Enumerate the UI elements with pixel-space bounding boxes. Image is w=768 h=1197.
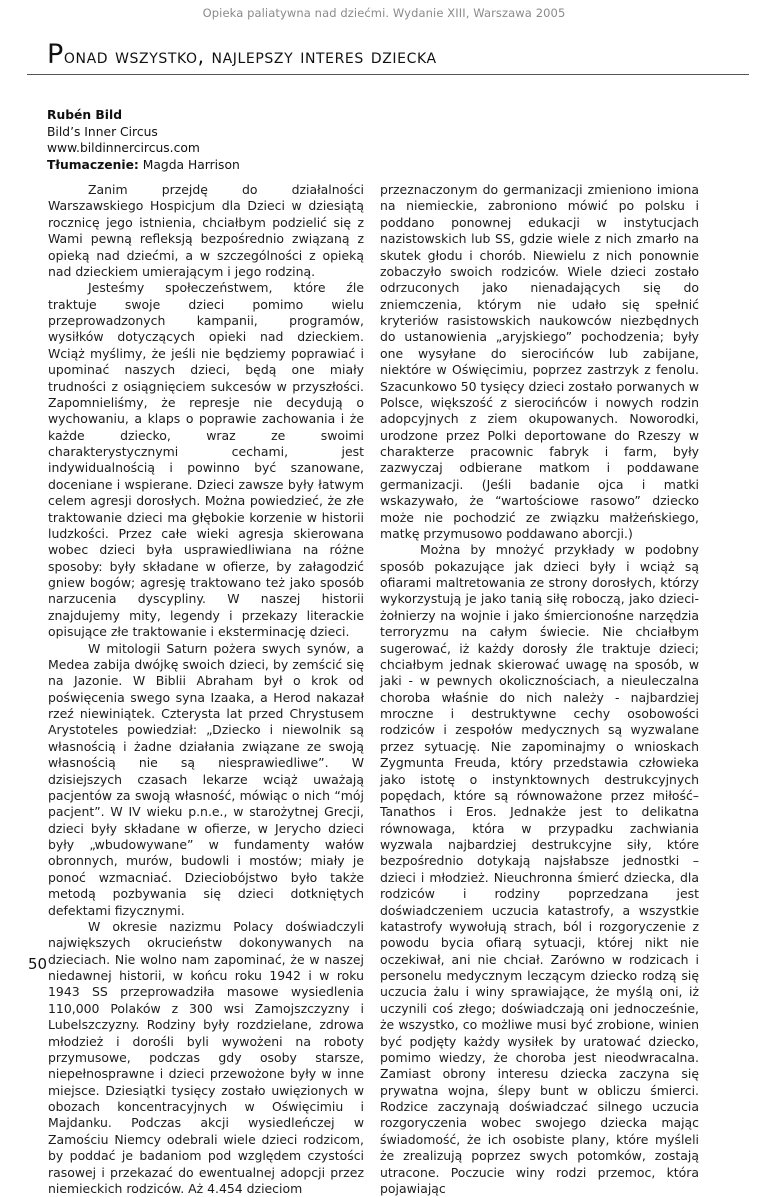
- title-initial: P: [47, 39, 64, 70]
- paragraph: przeznaczonym do germanizacji zmieniono imiona na niemieckie, zabroniono mówić po polsku i poddano ponownej edukacji w instytucjach nazistowskich lub SS, gdzie wiele z nich zmarło na skutek głodu i chorób. Niewielu z nich ponownie zobaczyło swoich rodziców. Wiele dzieci zostało odrzuconych jako nienadających się do zniemczenia, którym nie udało się spełnić kryteriów rasistowskich naukowców niezbędnych do ustanowienia „aryjskiego” pochodzenia; były one wysyłane do sierocińców lub zabijane, niektóre w Oświęcimiu, poprzez zastrzyk z fenolu. Szacunkowo 50 tysięcy dzieci zostało porwanych w Polsce, większość z sierocińców i nowych rodzin adopcyjnych z ziem okupowanych. Noworodki, urodzone przez Polki deportowane do Rzeszy w charakterze pracownic fabryk i farm, były zazwyczaj odbierane matkom i poddawane germanizacji. (Jeśli badanie ojca i matki wskazywało, że “wartościowe rasowo” dziecko może nie pochodzić ze związku małżeńskiego, matkę przymusowo poddawano aborcji.): [380, 182, 700, 541]
- body-column-left: [48, 182, 364, 1197]
- paragraph: W mitologii Saturn pożera swych synów, a Medea zabija dwójkę swoich dzieci, by zemścić się na Jazonie. W Biblii Abraham był o krok od poświęcenia swego syna Izaaka, a Herod nakazał rzeź niewiniątek. Czterysta lat przed Chrystusem Arystoteles powiedział: „Dziecko i niewolnik są własnością i żadne działania związane ze swoją własnością nie są niesprawiedliwe”. W dzisiejszych czasach lekarze wciąż uważają pacjentów za swoją własność, mówiąc o nich “mój pacjent”. W IV wieku p.n.e., w starożytnej Grecji, dzieci były składane w ofierze, w Jerycho dzieci były „wbudowywane” w fundamenty wałów obronnych, murów, budowli i mostów; miały je ponoć wzmacniać. Dzieciobójstwo było także metodą pozbywania się dzieci dotkniętych defektami fizycznymi.: [48, 640, 364, 918]
- author-website: www.bildinnercircus.com: [47, 141, 200, 155]
- author-name: Rubén Bild: [47, 108, 123, 122]
- title-rest: onad wszystko, najlepszy interes dziecka: [63, 44, 437, 68]
- body-column-right: [380, 182, 699, 1197]
- paragraph: W okresie nazizmu Polacy doświadczyli największych okrucieństw dokonywanych na dzieciach. Nie wolno nam zapominać, że w naszej niedawnej historii, w końcu roku 1942 i w roku 1943 SS przeprowadziła masowe wysiedlenia 110,000 Polaków z 300 wsi Zamojszczyzny i Lubelszczyzny. Rodziny były rozdzielane, zdrowa młodzież i dorośli byli wywożeni na roboty przymusowe, podczas gdy osoby starsze, niepełnosprawne i dzieci przewożone były w inne miejsce. Dziesiątki tysięcy zostało uwięzionych w obozach koncentracyjnych w Oświęcimiu i Majdanku. Podczas akcji wysiedleńczej w Zamościu Niemcy odebrali wiele dzieci rodzicom, by poddać je badaniom pod względem czystości rasowej i przekazać do ewentualnej adopcji przez niemieckich rodziców. Aż 4.454 dzieciom: [48, 918, 364, 1196]
- article-title: [47, 40, 747, 71]
- translation-credit: [47, 157, 240, 174]
- running-header: Opieka paliatywna nad dziećmi. Wydanie XIII, Warszawa 2005: [202, 6, 566, 20]
- paragraph: Można by mnożyć przykłady w podobny sposób pokazujące jak dzieci były i wciąż są ofiarami maltretowania ze strony dorosłych, którzy wykorzystują je jako tanią siłę roboczą, jako dzieci-żołnierzy na wojnie i jako śmiercionośne narzędzia terroryzmu na całym świecie. Nie chciałbym sugerować, iż każdy dorosły źle traktuje dzieci; chciałbym jednak skierować uwagę na sposób, w jaki - w pewnych okolicznościach, a nieuleczalna choroba właśnie do nich należy - najbardziej mroczne i destruktywne cechy osobowości rodziców i zespołów medycznych są wyzwalane przez sytuację. Nie zapominajmy o wnioskach Zygmunta Freuda, który przedstawia człowieka jako istotę o instynktownych destrukcyjnych popędach, które są równoważone przez miłość– Tanathos i Eros. Jednakże jest to delikatna równowaga, która w przypadku zachwiania wyzwala najbardziej destrukcyjne siły, które bezpośrednio dotykają najsłabsze jednostki – dzieci i młodzież. Nieuchronna śmierć dziecka, dla rodziców i rodziny poprzedzana jest doświadczeniem uczucia katastrofy, a wszystkie katastrofy wywołują strach, ból i rozgoryczenie z powodu bycia ofiarą sytuacji, której nikt nie oczekiwał, ani nie chciał. Zarówno w rodzicach i personelu medycznym leczącym dziecko rodzą się uczucia żalu i winy sprawiające, że myślą oni, iż uczynili coś złego; doświadczają oni jednocześnie, że wszystko, co możliwe musi być zrobione, winien być podjęty każdy wysiłek by uratować dziecko, pomimo wiedzy, że choroba jest nieodwracalna. Zamiast obrony interesu dziecka zaczyna się prywatna wojna, ślepy bunt w obliczu śmierci. Rodzice zaczynają doświadczać silnego uczucia rozgoryczenia wobec swojego dziecka mając świadomość, że ich osobiste plany, które myśleli że zrealizują poprzez swych potomków, zostają utracone. Poczucie winy rodzi przemoc, która pojawiając: [380, 542, 699, 1196]
- title-divider: [27, 74, 749, 75]
- page-number: 50: [28, 955, 48, 973]
- paragraph: Jesteśmy społeczeństwem, które źle traktuje swoje dzieci pomimo wielu przeprowadzonych kampanii, programów, wysiłków dotyczących opieki nad dzieckiem. Wciąż myślimy, że jeśli nie będziemy poprawiać i upominać naszych dzieci, będą one miały trudności z osiągnięciem sukcesów w przyszłości. Zapomnieliśmy, że represje nie decydują o wychowaniu, a klaps o poprawie zachowania i że każde dziecko, wraz ze swoimi charakterystycznymi cechami, jest indywidualnością i powinno być szanowane, doceniane i wspierane. Dzieci zawsze były łatwym celem agresji dorosłych. Można powiedzieć, że złe traktowanie dzieci ma głębokie korzenie w historii ludzkości. Przez całe wieki agresja skierowana wobec dzieci była usprawiedliwiana na różne sposoby: były składane w ofierze, by załagodzić gniew bogów; agresję traktowano też jako sposób narzucenia dyscypliny. W naszej historii znajdujemy mity, legendy i przekazy literackie opisujące złe traktowanie i eksterminację dzieci.: [48, 280, 364, 640]
- paragraph: Zanim przejdę do działalności Warszawskiego Hospicjum dla Dzieci w dziesiątą rocznicę jego istnienia, chciałbym podzielić się z Wami pewną refleksją bezpośrednio związaną z opieką nad dziećmi, a w szczególności z opieką nad dzieckiem umierającym i jego rodziną.: [48, 182, 364, 279]
- translation-label: Tłumaczenie:: [47, 157, 139, 172]
- author-block: [47, 107, 240, 173]
- translator-name: Magda Harrison: [142, 157, 240, 172]
- author-organization: Bild’s Inner Circus: [47, 124, 158, 139]
